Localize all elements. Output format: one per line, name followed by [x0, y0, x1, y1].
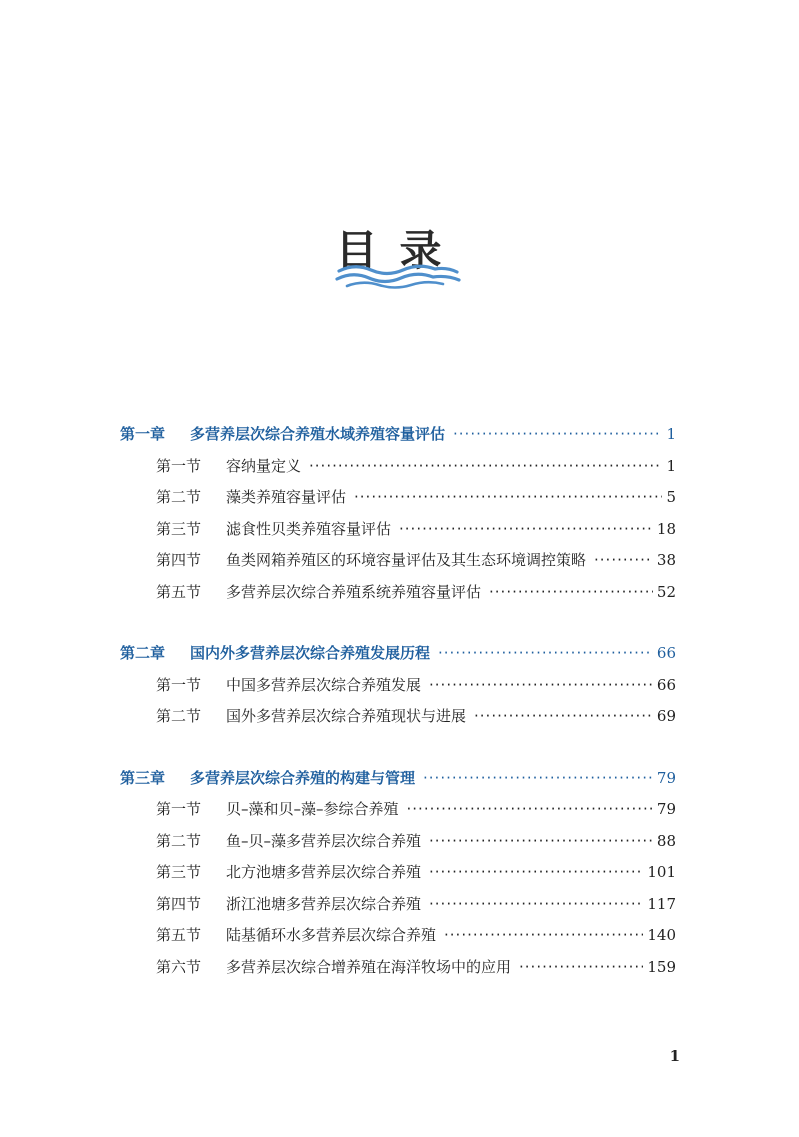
toc-chapter-entry[interactable] [120, 642, 676, 674]
toc-section-entry[interactable] [120, 956, 676, 988]
toc-section-entry[interactable] [120, 674, 676, 706]
section-title: 多营养层次综合养殖系统养殖容量评估 [226, 582, 482, 601]
section-page: 159 [647, 957, 676, 976]
toc-section-entry[interactable] [120, 518, 676, 550]
toc-section-entry[interactable] [120, 455, 676, 487]
chapter-label: 第一章 [120, 425, 166, 443]
leader-dots [453, 425, 662, 443]
toc-section-entry[interactable] [120, 705, 676, 737]
section-title: 多营养层次综合增养殖在海洋牧场中的应用 [226, 957, 512, 976]
section-label: 第二节 [156, 831, 202, 850]
section-page: 1 [666, 456, 676, 475]
toc-chapter-entry[interactable] [120, 767, 676, 799]
chapter-title: 国内外多营养层次综合养殖发展历程 [190, 644, 431, 662]
section-page: 69 [656, 707, 676, 725]
section-label: 第四节 [156, 894, 202, 913]
leader-dots [519, 958, 643, 976]
chapter-page: 66 [656, 644, 676, 662]
page-title: 目录 [335, 226, 464, 275]
section-label: 第四节 [156, 551, 202, 569]
section-label: 第三节 [156, 863, 202, 881]
section-title: 滤食性贝类养殖容量评估 [226, 519, 392, 538]
toc-section-entry[interactable] [120, 798, 676, 830]
section-page: 18 [656, 519, 676, 538]
section-label: 第三节 [156, 519, 202, 538]
toc-section-entry[interactable] [120, 549, 676, 581]
section-title: 北方池塘多营养层次综合养殖 [226, 863, 422, 881]
toc-section-entry[interactable] [120, 581, 676, 613]
section-title: 国外多营养层次综合养殖现状与进展 [226, 707, 467, 725]
toc-chapter-entry[interactable] [120, 423, 676, 455]
chapter-3 [120, 767, 676, 988]
leader-dots [489, 583, 653, 601]
leader-dots [429, 895, 643, 913]
section-page: 52 [656, 582, 676, 601]
section-label: 第一节 [156, 456, 202, 475]
toc-section-entry[interactable] [120, 861, 676, 893]
leader-dots [407, 800, 653, 818]
toc-section-entry[interactable] [120, 924, 676, 956]
section-title: 鱼类网箱养殖区的环境容量评估及其生态环境调控策略 [226, 551, 587, 569]
section-page: 5 [666, 488, 676, 506]
toc-section-entry[interactable] [120, 486, 676, 518]
section-label: 第六节 [156, 957, 202, 976]
section-title: 浙江池塘多营养层次综合养殖 [226, 894, 422, 913]
chapter-page: 79 [656, 768, 676, 787]
section-page: 88 [656, 831, 676, 850]
leader-dots [423, 769, 653, 787]
section-title: 鱼–贝–藻多营养层次综合养殖 [226, 831, 422, 850]
leader-dots [429, 676, 653, 694]
section-label: 第五节 [156, 582, 202, 601]
leader-dots [438, 644, 653, 662]
table-of-contents [120, 423, 676, 1017]
chapter-page: 1 [666, 425, 676, 443]
section-page: 101 [647, 863, 676, 881]
section-label: 第二节 [156, 488, 202, 506]
section-title: 中国多营养层次综合养殖发展 [226, 675, 422, 694]
section-page: 117 [647, 894, 676, 913]
wave-ornament-icon [335, 262, 461, 290]
leader-dots [594, 551, 653, 569]
page-number: 1 [669, 1047, 680, 1065]
toc-section-entry[interactable] [120, 830, 676, 862]
chapter-label: 第二章 [120, 644, 166, 662]
leader-dots [354, 488, 662, 506]
section-page: 38 [656, 551, 676, 569]
section-label: 第一节 [156, 675, 202, 694]
chapter-title: 多营养层次综合养殖的构建与管理 [190, 768, 416, 787]
section-title: 贝–藻和贝–藻–参综合养殖 [226, 800, 399, 818]
chapter-label: 第三章 [120, 768, 166, 787]
section-page: 140 [647, 926, 676, 944]
section-page: 79 [656, 800, 676, 818]
leader-dots [429, 863, 643, 881]
section-label: 第一节 [156, 800, 202, 818]
leader-dots [429, 832, 653, 850]
section-label: 第五节 [156, 926, 202, 944]
section-title: 陆基循环水多营养层次综合养殖 [226, 926, 437, 944]
leader-dots [399, 520, 653, 538]
chapter-1 [120, 423, 676, 612]
toc-section-entry[interactable] [120, 893, 676, 925]
leader-dots [474, 707, 653, 725]
section-title: 藻类养殖容量评估 [226, 488, 347, 506]
section-page: 66 [656, 675, 676, 694]
chapter-2 [120, 642, 676, 737]
leader-dots [444, 926, 643, 944]
section-title: 容纳量定义 [226, 456, 302, 475]
leader-dots [309, 457, 662, 475]
chapter-title: 多营养层次综合养殖水域养殖容量评估 [190, 425, 446, 443]
section-label: 第二节 [156, 707, 202, 725]
